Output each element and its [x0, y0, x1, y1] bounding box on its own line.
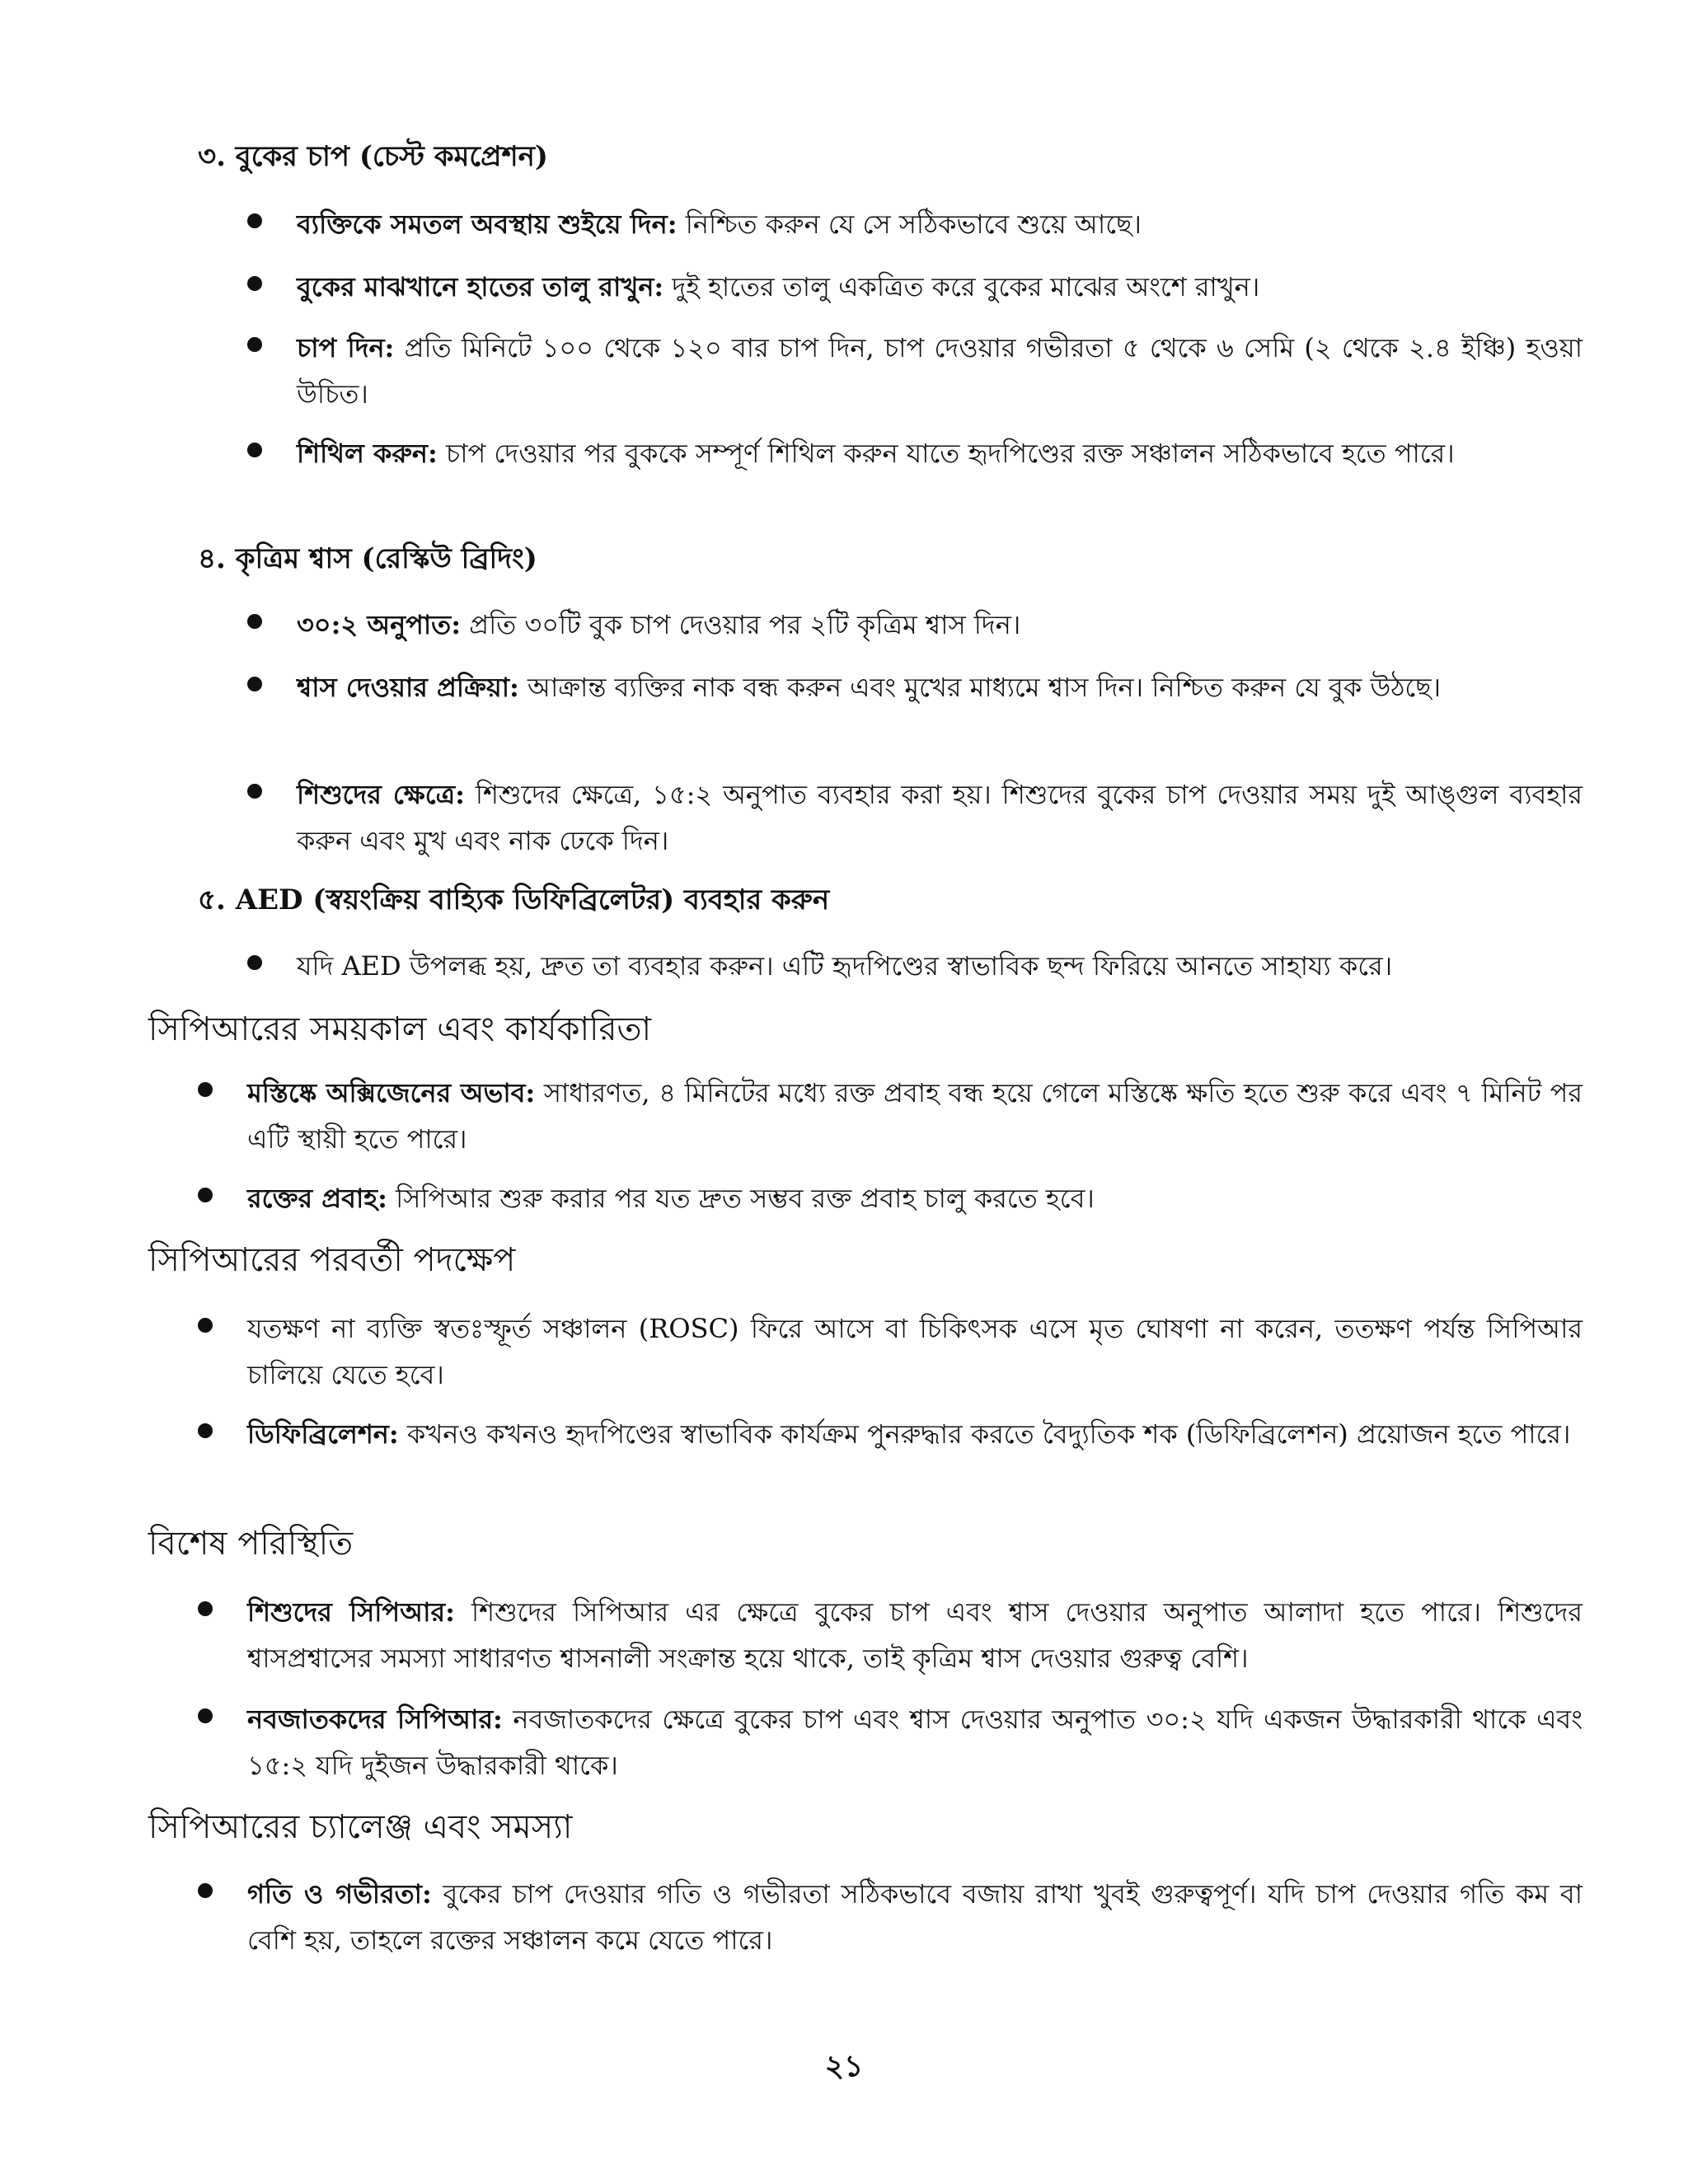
list-item: [198, 1589, 1582, 1681]
item-label: রক্তের প্রবাহ:: [247, 1183, 387, 1214]
item-label: শিশুদের ক্ষেত্রে:: [297, 779, 465, 810]
list-item: [247, 325, 1582, 417]
item-text: শিশুদের সিপিআর এর ক্ষেত্রে বুকের চাপ এবং শ্বাস দেওয়ার অনুপাত আলাদা হতে পারে। শিশুদের শ্বাসপ্রশ্বাসের সমস্যা সাধারণত শ্বাসনালী সংক্রান্ত হয়ে থাকে, তাই কৃত্রিম শ্বাস দেওয়ার গুরুত্ব বেশি।: [247, 1596, 1582, 1674]
item-label: ৩০:২ অনুপাত:: [297, 609, 462, 640]
special-heading: বিশেষ পরিস্থিতি: [148, 1525, 354, 1563]
bullet-icon: [247, 443, 262, 457]
list-item: [198, 1696, 1582, 1788]
bullet-icon: [198, 1601, 213, 1616]
section-5-title: ৫. AED (স্বয়ংক্রিয় বাহ্যিক ডিফিব্রিলেটর) ব্যবহার করুন: [198, 883, 830, 916]
list-item: [247, 771, 1582, 864]
item-text: প্রতি মিনিটে ১০০ থেকে ১২০ বার চাপ দিন, চাপ দেওয়ার গভীরতা ৫ থেকে ৬ সেমি (২ থেকে ২.৪ ইঞ্চি) হওয়া উচিত।: [297, 332, 1582, 410]
bullet-icon: [198, 1082, 213, 1097]
bullet-icon: [247, 614, 262, 629]
list-item: [198, 1175, 1582, 1221]
list-item: [247, 201, 1582, 247]
bullet-icon: [247, 677, 262, 691]
list-item: [198, 1070, 1582, 1162]
list-item: [247, 264, 1582, 310]
item-label: চাপ দিন:: [297, 332, 395, 363]
challenges-heading: সিপিআরের চ্যালেঞ্জ এবং সমস্যা: [148, 1808, 573, 1846]
list-item: [247, 430, 1582, 476]
duration-heading: সিপিআরের সময়কাল এবং কার্যকারিতা: [148, 1010, 652, 1048]
item-label: ব্যক্তিকে সমতল অবস্থায় শুইয়ে দিন:: [297, 209, 678, 240]
bullet-icon: [198, 1423, 213, 1438]
item-text: যতক্ষণ না ব্যক্তি স্বতঃস্ফূর্ত সঞ্চালন (ROSC) ফিরে আসে বা চিকিৎসক এসে মৃত ঘোষণা না করেন, ততক্ষণ পর্যন্ত সিপিআর চালিয়ে যেতে হবে।: [247, 1313, 1582, 1390]
section-4-title: ৪. কৃত্রিম শ্বাস (রেস্কিউ ব্রিদিং): [198, 542, 537, 575]
bullet-icon: [198, 1188, 213, 1202]
bullet-icon: [247, 213, 262, 228]
list-item: [247, 943, 1582, 989]
item-text: দুই হাতের তালু একত্রিত করে বুকের মাঝের অংশে রাখুন।: [663, 271, 1260, 302]
followup-heading: সিপিআরের পরবর্তী পদক্ষেপ: [148, 1241, 516, 1279]
list-item: [198, 1411, 1582, 1457]
item-text: প্রতি ৩০টি বুক চাপ দেওয়ার পর ২টি কৃত্রিম শ্বাস দিন।: [461, 609, 1021, 640]
item-text: শিশুদের ক্ষেত্রে, ১৫:২ অনুপাত ব্যবহার করা হয়। শিশুদের বুকের চাপ দেওয়ার সময় দুই আঙ্গুল ব্যবহার করুন এবং মুখ এবং নাক ঢেকে দিন।: [297, 779, 1582, 856]
page-number: ২১: [824, 2049, 864, 2083]
item-text: সাধারণত, ৪ মিনিটের মধ্যে রক্ত প্রবাহ বন্ধ হয়ে গেলে মস্তিষ্কে ক্ষতি হতে শুরু করে এবং ৭ মিনিট পর এটি স্থায়ী হতে পারে।: [247, 1077, 1582, 1155]
item-label: মস্তিষ্কে অক্সিজেনের অভাব:: [247, 1077, 536, 1108]
item-text: যদি AED উপলব্ধ হয়, দ্রুত তা ব্যবহার করুন। এটি হৃদপিণ্ডের স্বাভাবিক ছন্দ ফিরিয়ে আনতে সাহায্য করে।: [297, 950, 1393, 982]
bullet-icon: [247, 784, 262, 799]
section-3-title: ৩. বুকের চাপ (চেস্ট কমপ্রেশন): [198, 140, 548, 173]
list-item: [198, 1871, 1582, 1963]
item-text: বুকের চাপ দেওয়ার গতি ও গভীরতা সঠিকভাবে বজায় রাখা খুবই গুরুত্বপূর্ণ। যদি চাপ দেওয়ার গতি কম বা বেশি হয়, তাহলে রক্তের সঞ্চালন কমে যেতে পারে।: [247, 1878, 1582, 1956]
bullet-icon: [247, 276, 262, 291]
item-text: আক্রান্ত ব্যক্তির নাক বন্ধ করুন এবং মুখের মাধ্যমে শ্বাস দিন। নিশ্চিত করুন যে বুক উঠছে।: [518, 672, 1442, 703]
item-text: নবজাতকদের ক্ষেত্রে বুকের চাপ এবং শ্বাস দেওয়ার অনুপাত ৩০:২ যদি একজন উদ্ধারকারী থাকে এবং ১৫:২ যদি দুইজন উদ্ধারকারী থাকে।: [247, 1704, 1582, 1781]
item-label: ডিফিব্রিলেশন:: [247, 1418, 399, 1450]
item-label: গতি ও গভীরতা:: [247, 1878, 432, 1910]
bullet-icon: [198, 1708, 213, 1723]
item-label: বুকের মাঝখানে হাতের তালু রাখুন:: [297, 271, 664, 302]
item-label: শিথিল করুন:: [297, 438, 438, 469]
bullet-icon: [198, 1883, 213, 1898]
item-text: কখনও কখনও হৃদপিণ্ডের স্বাভাবিক কার্যক্রম পুনরুদ্ধার করতে বৈদ্যুতিক শক (ডিফিব্রিলেশন) প্রয়োজন হতে পারে।: [398, 1418, 1571, 1450]
list-item: [198, 1305, 1582, 1398]
list-item: [247, 602, 1582, 648]
item-text: সিপিআর শুরু করার পর যত দ্রুত সম্ভব রক্ত প্রবাহ চালু করতে হবে।: [387, 1183, 1095, 1214]
item-label: নবজাতকদের সিপিআর:: [247, 1704, 503, 1735]
item-text: নিশ্চিত করুন যে সে সঠিকভাবে শুয়ে আছে।: [677, 209, 1142, 240]
item-label: শিশুদের সিপিআর:: [247, 1596, 455, 1628]
bullet-icon: [247, 337, 262, 352]
item-text: চাপ দেওয়ার পর বুককে সম্পূর্ণ শিথিল করুন যাতে হৃদপিণ্ডের রক্ত সঞ্চালন সঠিকভাবে হতে পারে।: [437, 438, 1455, 469]
bullet-icon: [247, 955, 262, 970]
bullet-icon: [198, 1318, 213, 1333]
list-item: [247, 664, 1582, 710]
item-label: শ্বাস দেওয়ার প্রক্রিয়া:: [297, 672, 519, 703]
